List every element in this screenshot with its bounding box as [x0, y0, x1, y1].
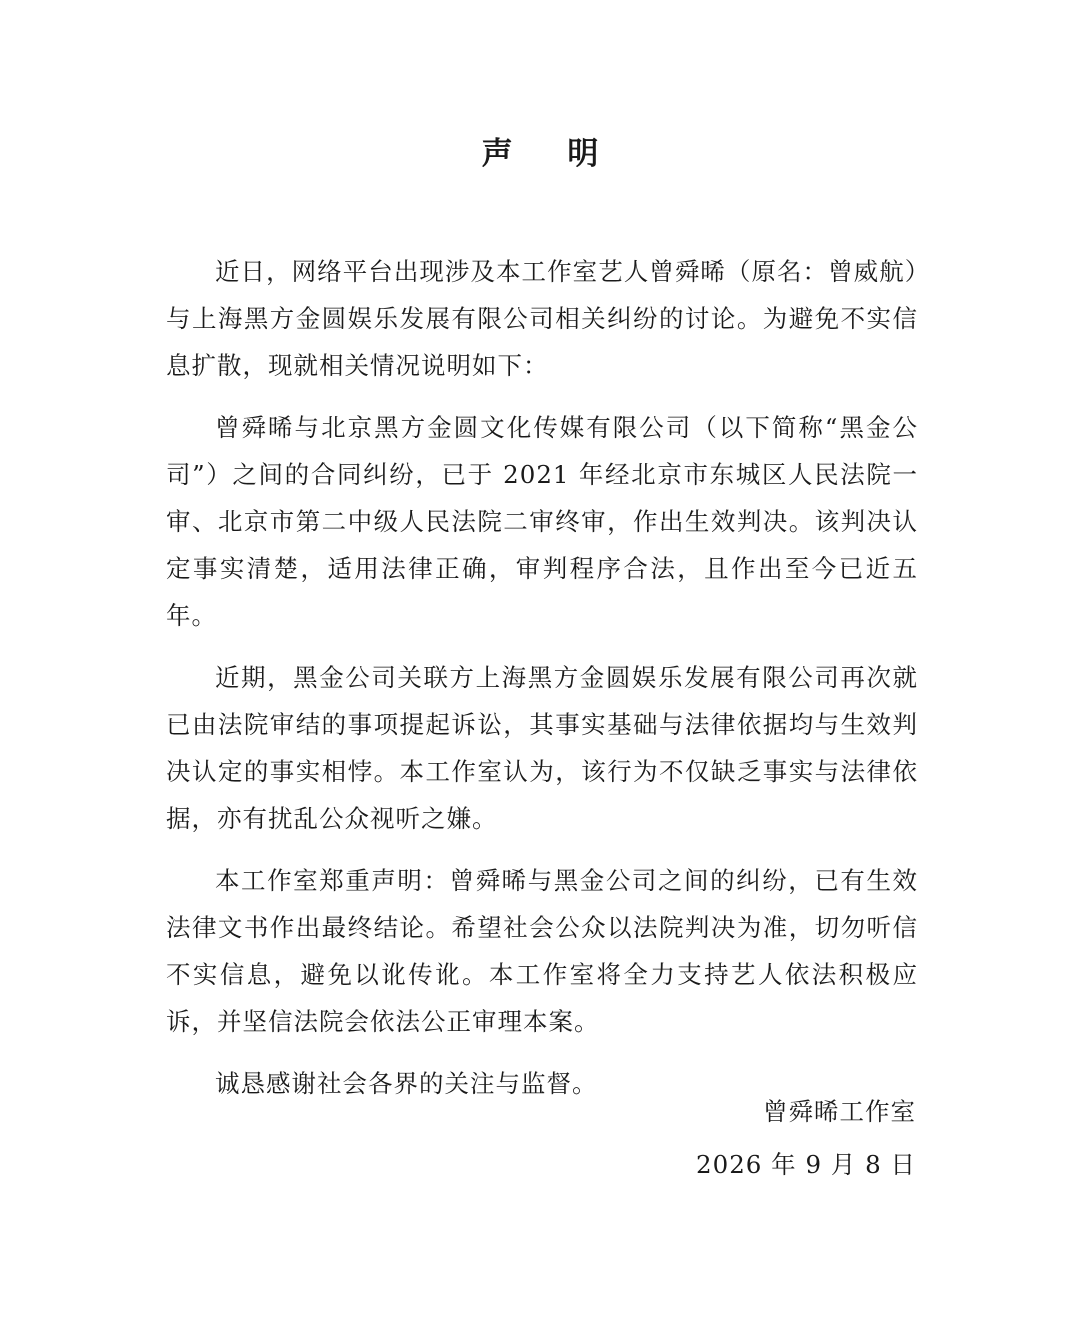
signature-organization: 曾舜晞工作室 [763, 1097, 916, 1126]
paragraph-intro: 近日，网络平台出现涉及本工作室艺人曾舜晞（原名：曾威航）与上海黑方金圆娱乐发展有限公司相关纠纷的讨论。为避免不实信息扩散，现就相关情况说明如下： [166, 257, 918, 380]
document-body [166, 248, 918, 1122]
signature-block [696, 1088, 916, 1194]
signature-date: 2026 年 9 月 8 日 [696, 1150, 916, 1179]
paragraph-contract-dispute: 曾舜晞与北京黑方金圆文化传媒有限公司（以下简称“黑金公司”）之间的合同纠纷，已于 2021 年经北京市东城区人民法院一审、北京市第二中级人民法院二审终审，作出生效判决。该判决认定事实清楚，适用法律正确，审判程序合法，且作出至今已近五年。 [166, 413, 918, 630]
paragraph-thanks: 诚恳感谢社会各界的关注与监督。 [215, 1069, 598, 1098]
document-title: 声 明 [481, 136, 621, 172]
paragraph-new-lawsuit: 近期，黑金公司关联方上海黑方金圆娱乐发展有限公司再次就已由法院审结的事项提起诉讼，其事实基础与法律依据均与生效判决认定的事实相悖。本工作室认为，该行为不仅缺乏事实与法律依据，亦有扰乱公众视听之嫌。 [166, 663, 918, 833]
paragraph-declaration: 本工作室郑重声明：曾舜晞与黑金公司之间的纠纷，已有生效法律文书作出最终结论。希望社会公众以法院判决为准，切勿听信不实信息，避免以讹传讹。本工作室将全力支持艺人依法积极应诉，并坚信法院会依法公正审理本案。 [166, 866, 918, 1036]
